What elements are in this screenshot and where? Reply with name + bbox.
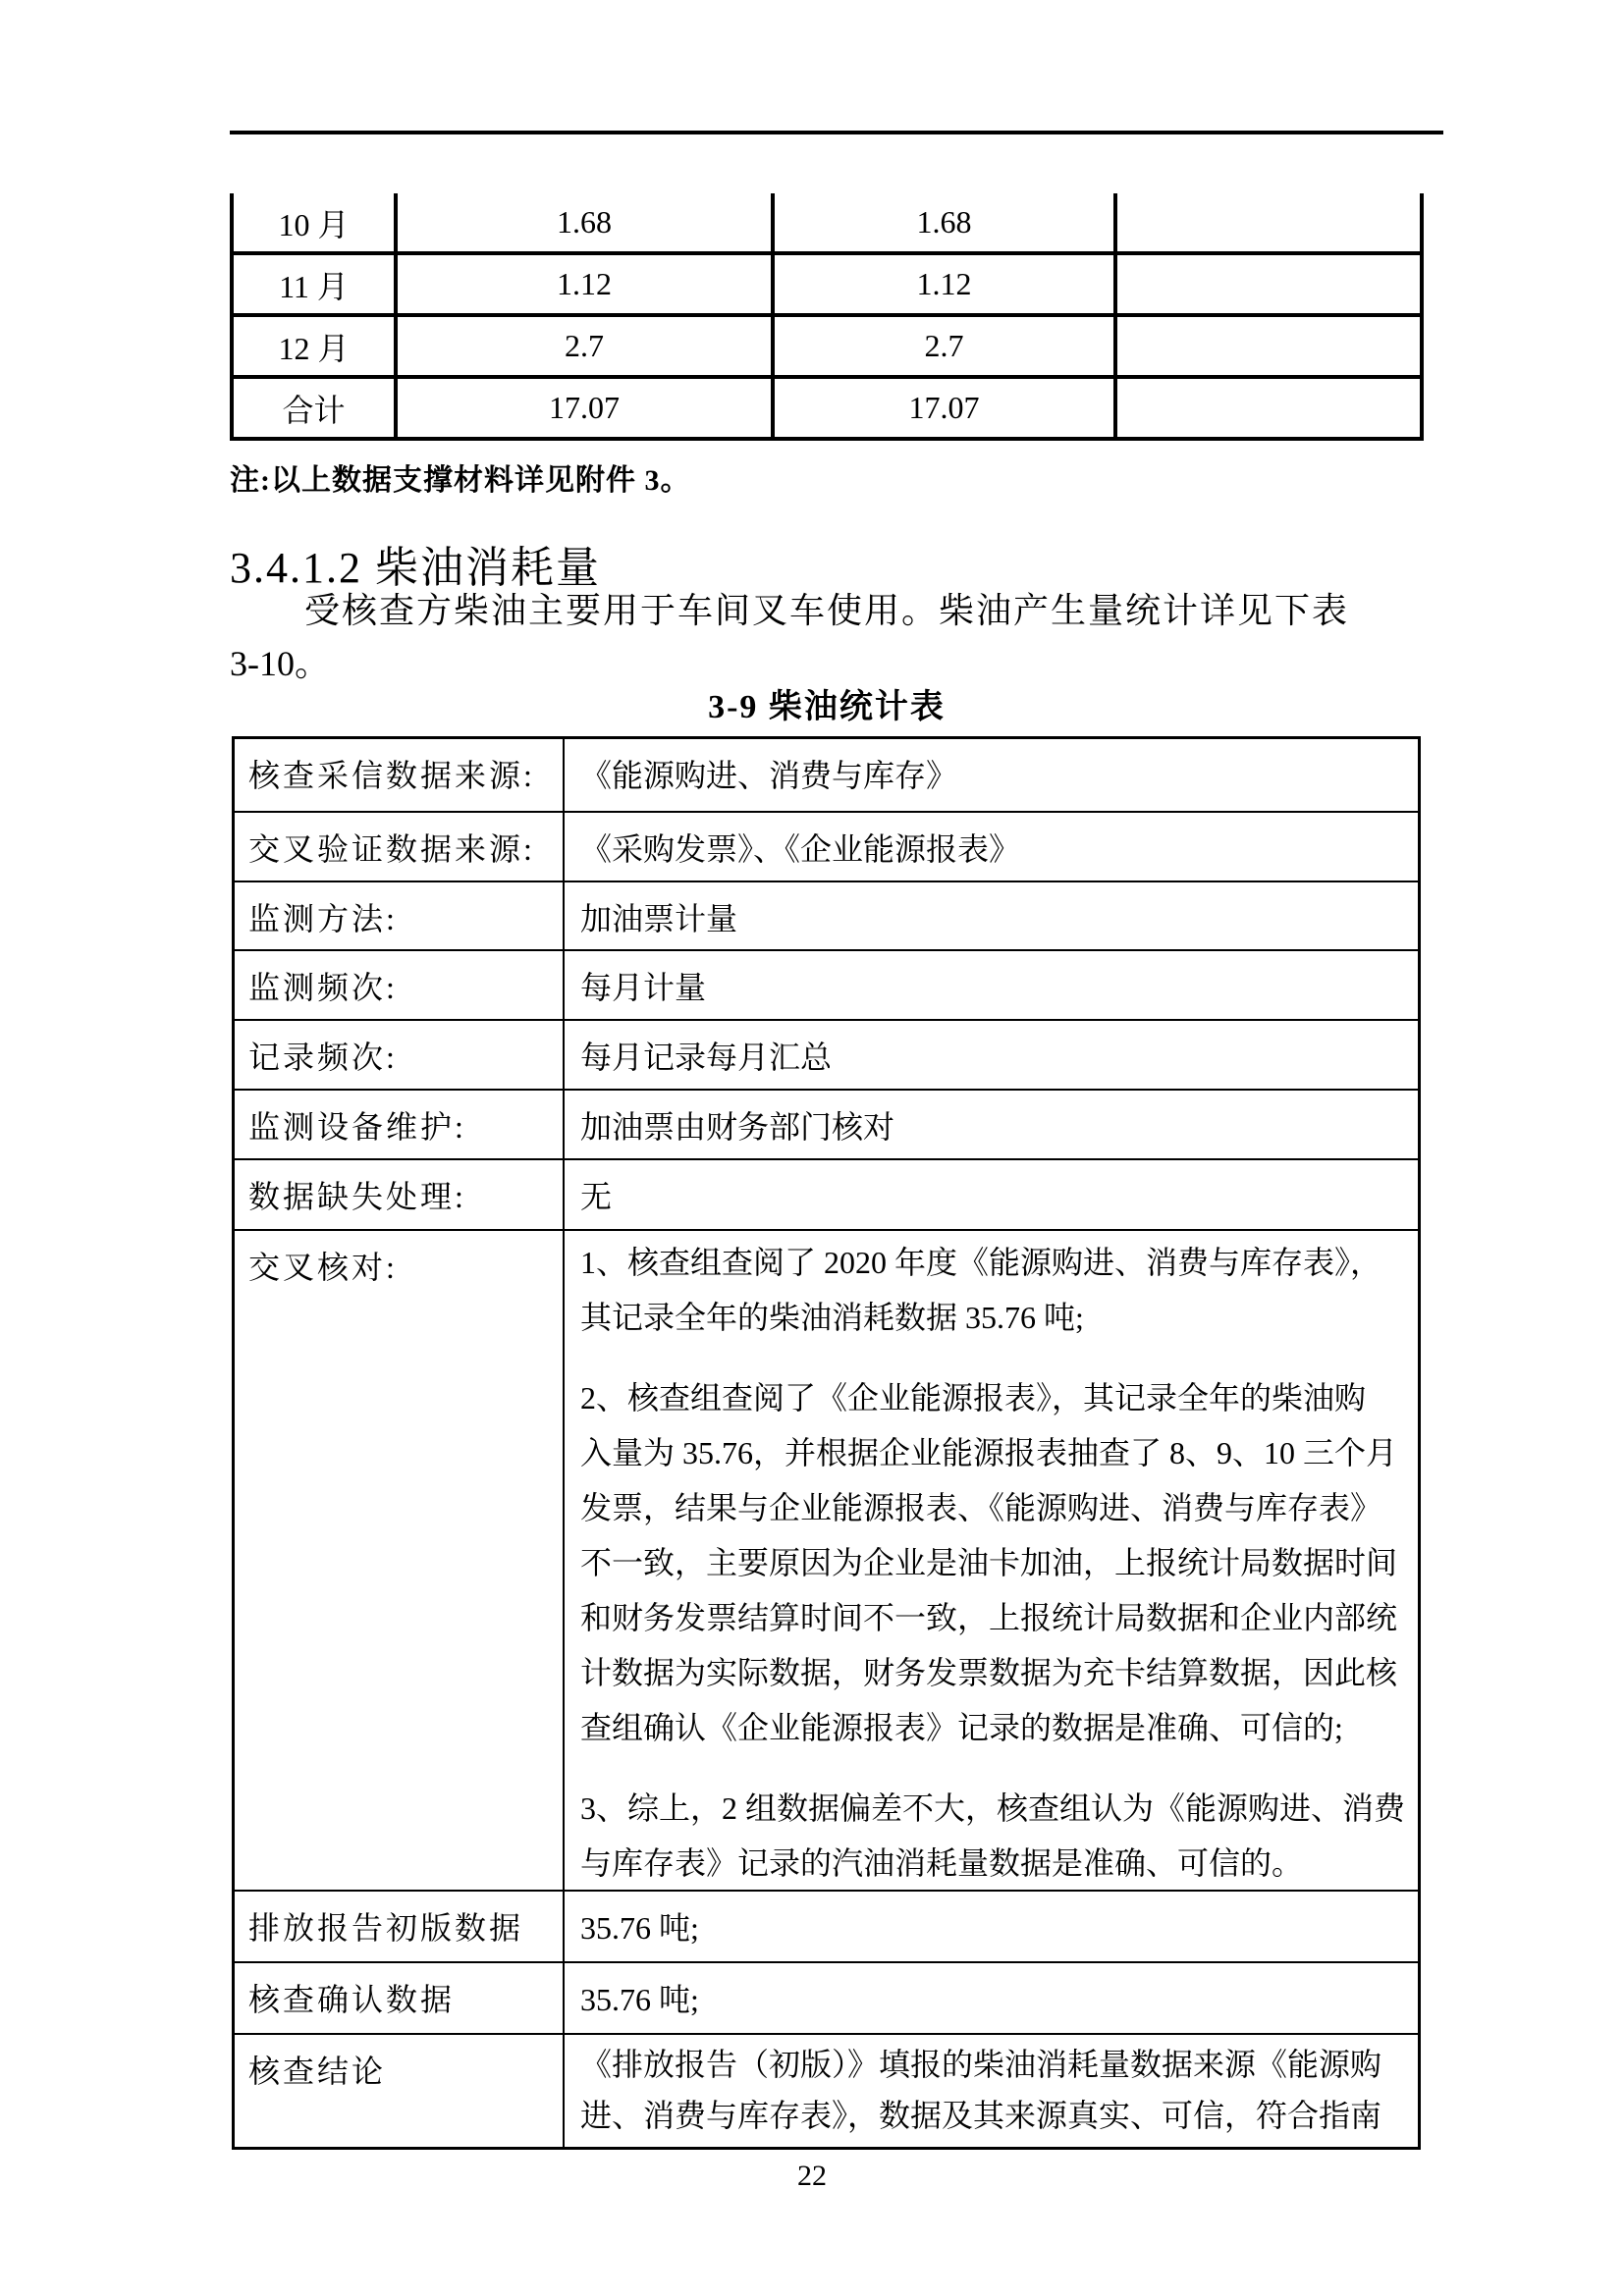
empty-cell (1117, 255, 1420, 313)
value-cell: 1.12 (398, 255, 775, 313)
table-row (235, 1892, 1418, 1963)
row-label: 监测频次: (235, 951, 565, 1019)
text-line: 查组确认《企业能源报表》记录的数据是准确、可信的; (580, 1710, 1343, 1745)
body-paragraph-line2: 3-10。 (230, 644, 330, 683)
row-value: 无 (580, 1179, 613, 1214)
table-row (235, 739, 1418, 813)
months-table (230, 193, 1424, 441)
row-label: 核查确认数据 (235, 1963, 565, 2033)
table-row (234, 317, 1420, 379)
empty-cell (1117, 379, 1420, 437)
row-value: 每月记录每月汇总 (580, 1040, 833, 1075)
row-label: 交叉核对: (235, 1231, 565, 1890)
row-label: 记录频次: (235, 1021, 565, 1089)
row-label: 核查采信数据来源: (235, 739, 565, 811)
table-row-total (234, 379, 1420, 437)
text-line: 进、消费与库存表》，数据及其来源真实、可信，符合指南 (580, 2098, 1382, 2133)
text-line: 《排放报告（初版）》填报的柴油消耗量数据来源《能源购 (580, 2047, 1382, 2082)
total-cell: 合计 (234, 379, 398, 437)
value-cell: 17.07 (398, 379, 775, 437)
row-label: 数据缺失处理: (235, 1160, 565, 1229)
text-line: 1、核查组查阅了 2020 年度《能源购进、消费与库存表》， (580, 1245, 1382, 1280)
text-line: 3、综上，2 组数据偏差不大，核查组认为《能源购进、消费 (580, 1790, 1406, 1826)
table-row (235, 1963, 1418, 2035)
empty-cell (1117, 317, 1420, 375)
table-row (235, 951, 1418, 1021)
table-row (234, 255, 1420, 317)
table-row-conclusion (235, 2035, 1418, 2147)
text-line: 发票，结果与企业能源报表、《能源购进、消费与库存表》 (580, 1490, 1382, 1525)
row-value: 《采购发票》、《企业能源报表》 (580, 831, 1021, 867)
table-row (235, 1021, 1418, 1091)
page-header-rule (230, 131, 1443, 134)
row-value: 《能源购进、消费与库存》 (580, 758, 958, 793)
text-line: 入量为 35.76，并根据企业能源报表抽查了 8、9、10 三个月 (580, 1435, 1398, 1470)
row-label: 交叉验证数据来源: (235, 813, 565, 881)
row-value: 加油票由财务部门核对 (580, 1109, 895, 1145)
text-line: 与库存表》记录的汽油消耗量数据是准确、可信的。 (580, 1845, 1304, 1881)
value-cell: 2.7 (775, 317, 1117, 375)
value-cell: 1.68 (775, 193, 1117, 251)
row-value: 加油票计量 (580, 901, 738, 936)
table-row (234, 193, 1420, 255)
table-row (235, 882, 1418, 951)
page-number: 22 (797, 2160, 827, 2192)
text-line: 和财务发票结算时间不一致，上报统计局数据和企业内部统 (580, 1600, 1398, 1635)
value-cell: 2.7 (398, 317, 775, 375)
text-line: 其记录全年的柴油消耗数据 35.76 吨; (580, 1300, 1084, 1335)
stats-table (232, 736, 1421, 2150)
row-label: 排放报告初版数据 (235, 1892, 565, 1961)
table-row (235, 1160, 1418, 1231)
text-line: 计数据为实际数据，财务发票数据为充卡结算数据，因此核 (580, 1655, 1398, 1690)
text-line: 不一致，主要原因为企业是油卡加油，上报统计局数据时间 (580, 1545, 1398, 1580)
text-line: 2、核查组查阅了《企业能源报表》，其记录全年的柴油购 (580, 1380, 1367, 1415)
row-value: 每月计量 (580, 970, 707, 1005)
table-row (235, 813, 1418, 882)
section-heading: 3.4.1.2 柴油消耗量 (230, 544, 601, 592)
empty-cell (1117, 193, 1420, 251)
value-cell: 1.12 (775, 255, 1117, 313)
month-cell: 11 月 (234, 255, 398, 313)
table-row-cross-check (235, 1231, 1418, 1892)
value-cell: 17.07 (775, 379, 1117, 437)
value-cell: 1.68 (398, 193, 775, 251)
table-caption: 3-9 柴油统计表 (708, 689, 946, 725)
table-note: 注:以上数据支撑材料详见附件 3。 (230, 464, 691, 497)
row-label: 核查结论 (235, 2035, 565, 2147)
body-paragraph-line1: 受核查方柴油主要用于车间叉车使用。柴油产生量统计详见下表 (304, 591, 1350, 630)
row-value: 35.76 吨; (580, 1910, 699, 1946)
row-value (565, 2035, 1418, 2147)
row-value (565, 1231, 1418, 1890)
month-cell: 12 月 (234, 317, 398, 375)
row-label: 监测方法: (235, 882, 565, 949)
row-label: 监测设备维护: (235, 1091, 565, 1158)
table-row (235, 1091, 1418, 1160)
row-value: 35.76 吨; (580, 1982, 699, 2017)
month-cell: 10 月 (234, 193, 398, 251)
